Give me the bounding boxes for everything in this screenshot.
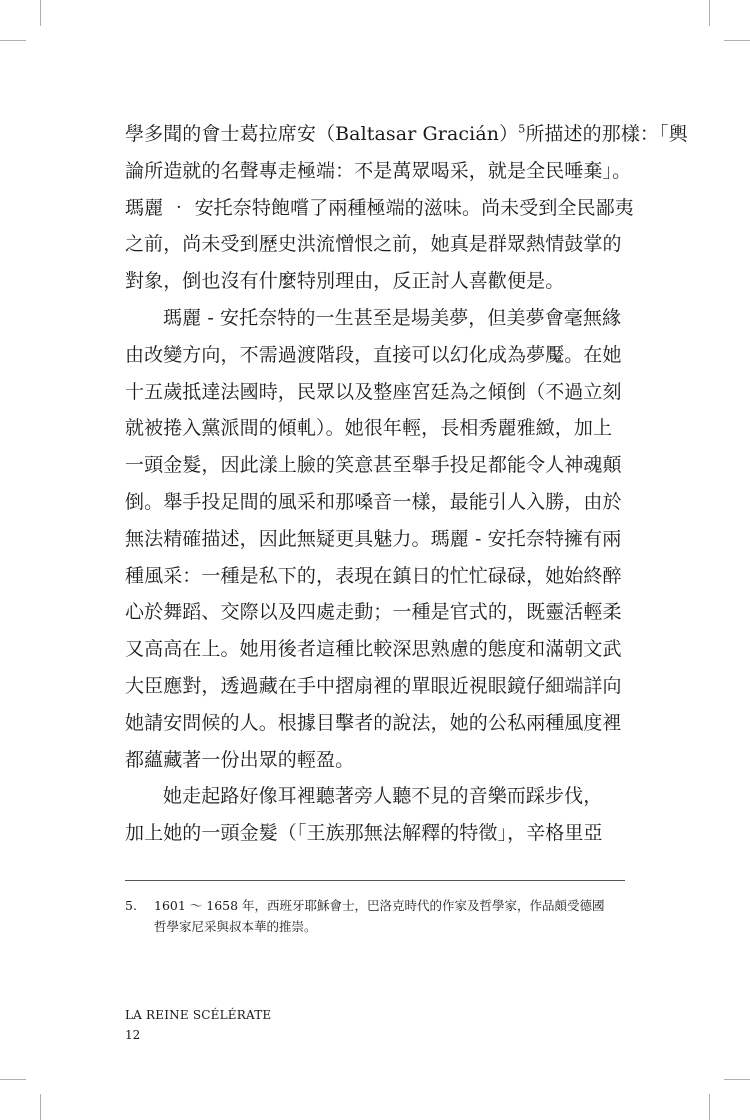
text-line: 之前，尚未受到歷史洪流憎恨之前，她真是群眾熱情鼓掌的 [125,233,622,256]
text-line: 大臣應對，透過藏在手中摺扇裡的單眼近視眼鏡仔細端詳向 [125,674,622,697]
crop-mark [709,0,710,26]
text-line: 學多聞的會士葛拉席安（Baltasar Gracián）$^5$所描述的那樣：「輿 [125,122,688,145]
text-line: 倒。舉手投足間的風采和那嗓音一樣，最能引人入勝，由於 [125,490,622,513]
text-line: 瑪麗 - 安托奈特的一生甚至是場美夢，但美夢會毫無緣 [163,306,622,329]
text-line: 瑪麗 ‧ 安托奈特飽嚐了兩種極端的滋味。尚未受到全民鄙夷 [125,196,634,219]
text-line: 又高高在上。她用後者這種比較深思熟慮的態度和滿朝文武 [125,638,622,661]
text-line: 心於舞蹈、交際以及四處走動；一種是官式的，既靈活輕柔 [125,601,622,624]
footnote [125,895,625,937]
text-line: 就被捲入黨派間的傾軋）。她很年輕，長相秀麗雅緻，加上 [125,417,613,440]
text-line: 都蘊藏著一份出眾的輕盈。 [125,748,355,771]
text-line: 一頭金髮，因此漾上臉的笑意甚至舉手投足都能令人神魂顛 [125,454,622,477]
text-line: 種風采：一種是私下的，表現在鎮日的忙忙碌碌，她始終醉 [125,564,622,587]
footnote-number: 5. [125,898,137,913]
crop-mark [0,1079,26,1080]
text-line: 十五歲抵達法國時，民眾以及整座宮廷為之傾倒（不過立刻 [125,380,622,403]
footnote-divider [125,880,625,881]
text-line: 由改變方向，不需過渡階段，直接可以幻化成為夢魘。在她 [125,343,622,366]
crop-mark [709,1094,710,1120]
running-head: LA REINE SCÉLÉRATE [125,1008,272,1022]
crop-mark [724,40,750,41]
text-line: 她請安問候的人。根據目擊者的說法，她的公私兩種風度裡 [125,711,622,734]
text-line: 無法精確描述，因此無疑更具魅力。瑪麗 - 安托奈特擁有兩 [125,527,622,550]
text-line: 論所造就的名聲專走極端：不是萬眾喝采，就是全民唾棄」。 [125,159,632,182]
footnote-text: 1601 ～ 1658 年，西班牙耶穌會士，巴洛克時代的作家及哲學家，作品頗受德國 [154,898,605,913]
text-line: 對象，倒也沒有什麼特別理由，反正討人喜歡便是。 [125,270,565,293]
text-line: 加上她的一頭金髮（「王族那無法解釋的特徵」，辛格里亞 [125,822,603,845]
text-line: 她走起路好像耳裡聽著旁人聽不見的音樂而踩步伐， [163,785,603,808]
crop-mark [40,0,41,26]
crop-mark [724,1079,750,1080]
footnote-reference[interactable]: 5 [518,122,526,136]
page-number: 12 [125,1028,141,1042]
footnote-text: 哲學家尼采與叔本華的推崇。 [154,919,317,934]
crop-mark [0,40,26,41]
crop-mark [40,1094,41,1120]
body-text [125,116,688,852]
